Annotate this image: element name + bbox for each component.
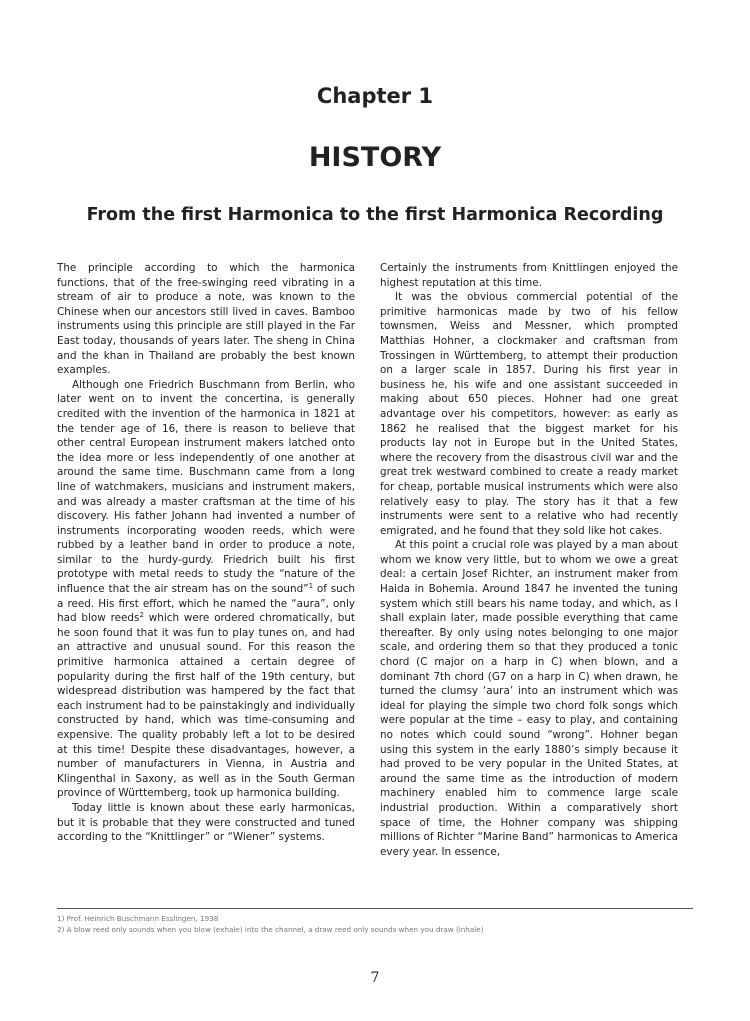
paragraph: Certainly the instruments from Knittlingen enjoyed the highest reputation at this time.: [380, 262, 678, 289]
paragraph-text: Although one Friedrich Buschmann from Berlin, who later went on to invent the concertina, is generally credited with the invention of the harmonica in 1821 at the tender age of 16, there is reason to believe that other central European instrument makers latched onto the idea more or less independently of one another at around the same time. Buschmann came from a long line of watchmakers, musicians and instrument makers, and was already a master craftsman at the time of his discovery. His father Johann had invented a number of instruments incorporating wooden reeds, which were rubbed by a leather band in order to produce a note, similar to the hurdy-gurdy. Friedrich built his first prototype with metal reeds to study the “nature of the influence that the air stream has on the sound”: [57, 378, 355, 596]
right-text-column: [380, 261, 678, 859]
paragraph: It was the obvious commercial potential of the primitive harmonicas made by two of his fellow townsmen, Weiss and Messner, which prompted Matthias Hohner, a clockmaker and craftsman from Trossingen in Württemberg, to attempt their production on a larger scale in 1857. During his first year in business he, his wife and one assistant succeeded in making about 650 pieces. Hohner had one great advantage over his competitors, however: as early as 1862 he realised that the biggest market for his products lay not in Europe but in the United States, where the recovery from the disastrous civil war and the great trek westward combined to create a ready market for cheap, portable musical instruments which were also relatively easy to play. The story has it that a few instruments were sent to a relative who had recently emigrated, and he found that they sold like hot cakes.: [380, 291, 678, 537]
footnote-marker: 2: [139, 611, 144, 620]
chapter-label: Chapter 1: [316, 84, 434, 108]
page-number: 7: [370, 970, 380, 986]
footnote: 2) A blow reed only sounds when you blow (exhale) into the channel, a draw reed only sounds when you draw (inhale): [57, 925, 484, 934]
footnote-marker: 1: [308, 582, 314, 591]
footnote: 1) Prof. Heinrich Buschmann Esslingen, 1938: [57, 914, 219, 923]
chapter-title: HISTORY: [308, 142, 442, 173]
footnote-divider: [57, 908, 693, 909]
paragraph: Today little is known about these early harmonicas, but it is probable that they were constructed and tuned according to the “Knittlinger” or “Wiener” systems.: [57, 801, 355, 844]
paragraph: [57, 378, 355, 801]
paragraph-text: which were ordered chromatically, but he soon found that it was fun to play tunes on, and had an attractive and unusual sound. For this reason the primitive harmonica attained a certain degree of popularity during the first half of the 19th century, but widespread distribution was hampered by the fact that each instrument had to be painstakingly and individually constructed by hand, which was time-consuming and expensive. The quality probably left a lot to be desired at this time! Despite these disadvantages, however, a number of manufacturers in Vienna, in Austria and Klingenthal in Saxony, as well as in the South German province of Württemberg, took up harmonica building.: [57, 612, 355, 800]
left-text-column: [57, 261, 355, 845]
paragraph: At this point a crucial role was played by a man about whom we know very little, but to whom we owe a great deal: a certain Josef Richter, an instrument maker from Haida in Bohemia. Around 1847 he invented the tuning system which still bears his name today, and which, as I shall explain later, made possible everything that came thereafter. By only using notes belonging to one major scale, and ordering them so that they produced a tonic chord (C major on a harp in C) when blown, and a dominant 7th chord (G7 on a harp in C) when drawn, he turned the clumsy ‘aura’ into an instrument which was ideal for playing the simple two chord folk songs which were popular at the time – easy to play, and containing no notes which could sound “wrong”. Hohner began using this system in the early 1880’s simply because it had proved to be very popular in the United States, at around the same time as the introduction of modern machinery enabled him to commence large scale industrial production. Within a comparatively short space of time, the Hohner company was shipping millions of Richter “Marine Band” harmonicas to America every year. In essence,: [380, 539, 678, 858]
paragraph-text: of such a reed. His first effort, which he named the “aura”, only had blow reeds: [57, 583, 356, 625]
chapter-subtitle: From the first Harmonica to the first Harmonica Recording: [86, 205, 664, 225]
footnotes: [57, 913, 693, 935]
paragraph: The principle according to which the harmonica functions, that of the free-swinging reed vibrating in a stream of air to produce a note, was known to the Chinese when our ancestors still lived in caves. Bamboo instruments using this principle are still played in the Far East today, thousands of years later. The sheng in China and the khan in Thailand are probably the best known examples.: [57, 262, 355, 377]
